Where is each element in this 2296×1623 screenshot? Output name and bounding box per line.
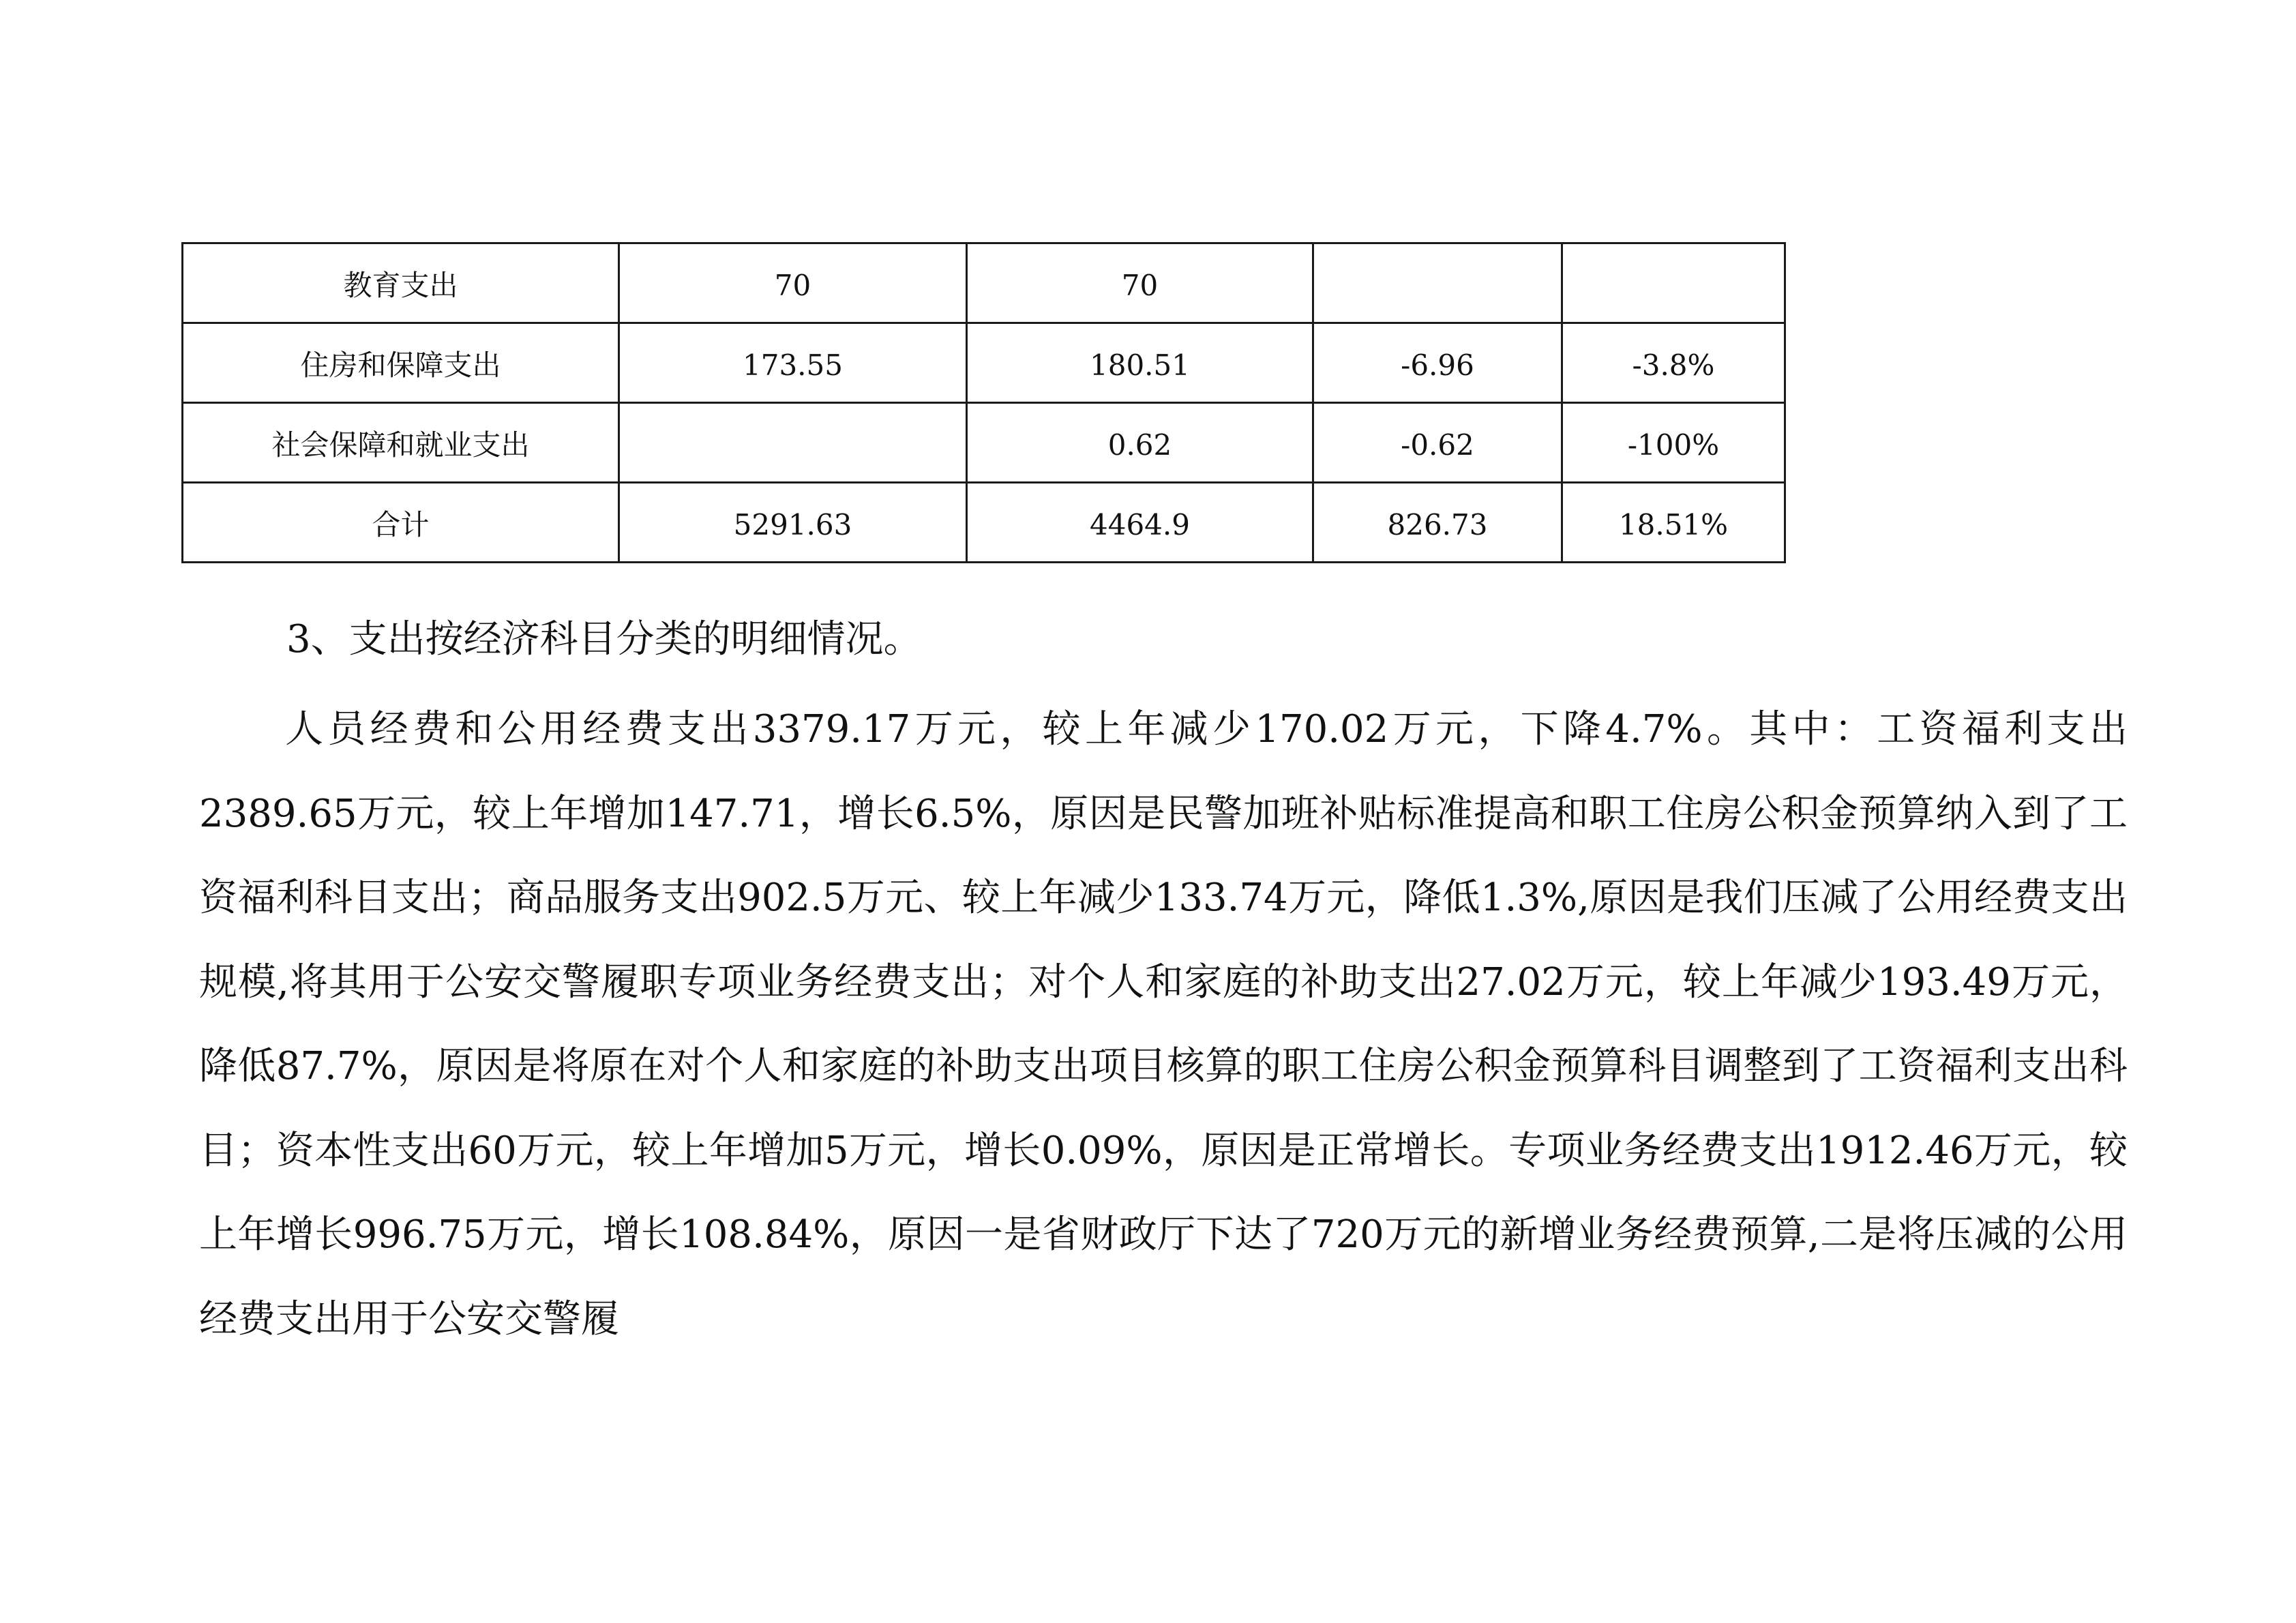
current-amount-cell: 173.55 <box>619 323 967 403</box>
change-amount-cell: -6.96 <box>1313 323 1562 403</box>
table-row <box>183 403 1785 483</box>
change-rate-cell: 18.51% <box>1562 483 1785 563</box>
table-row <box>183 323 1785 403</box>
category-cell: 社会保障和就业支出 <box>183 403 619 483</box>
category-cell: 合计 <box>183 483 619 563</box>
category-cell: 住房和保障支出 <box>183 323 619 403</box>
category-cell: 教育支出 <box>183 243 619 323</box>
previous-amount-cell: 70 <box>967 243 1313 323</box>
table-row <box>183 243 1785 323</box>
previous-amount-cell: 180.51 <box>967 323 1313 403</box>
expenditure-table <box>181 242 1786 563</box>
table-total-row <box>183 483 1785 563</box>
change-amount-cell <box>1313 243 1562 323</box>
current-amount-cell: 70 <box>619 243 967 323</box>
change-rate-cell: -100% <box>1562 403 1785 483</box>
current-amount-cell: 5291.63 <box>619 483 967 563</box>
change-amount-cell: 826.73 <box>1313 483 1562 563</box>
body-paragraph: 人员经费和公用经费支出3379.17万元，较上年减少170.02万元，下降4.7%。其中：工资福利支出2389.65万元，较上年增加147.71，增长6.5%，原因是民警加班补贴标准提高和职工住房公积金预算纳入到了工资福利科目支出；商品服务支出902.5万元、较上年减少133.74万元，降低1.3%,原因是我们压减了公用经费支出规模,将其用于公安交警履职专项业务经费支出；对个人和家庭的补助支出27.02万元，较上年减少193.49万元，降低87.7%，原因是将原在对个人和家庭的补助支出项目核算的职工住房公积金预算科目调整到了工资福利支出科目；资本性支出60万元，较上年增加5万元，增长0.09%，原因是正常增长。专项业务经费支出1912.46万元，较上年增长996.75万元，增长108.84%，原因一是省财政厅下达了720万元的新增业务经费预算,二是将压减的公用经费支出用于公安交警履 <box>199 707 2128 1341</box>
change-amount-cell: -0.62 <box>1313 403 1562 483</box>
section-heading: 3、支出按经济科目分类的明细情况。 <box>286 617 922 661</box>
change-rate-cell: -3.8% <box>1562 323 1785 403</box>
current-amount-cell <box>619 403 967 483</box>
change-rate-cell <box>1562 243 1785 323</box>
previous-amount-cell: 0.62 <box>967 403 1313 483</box>
previous-amount-cell: 4464.9 <box>967 483 1313 563</box>
